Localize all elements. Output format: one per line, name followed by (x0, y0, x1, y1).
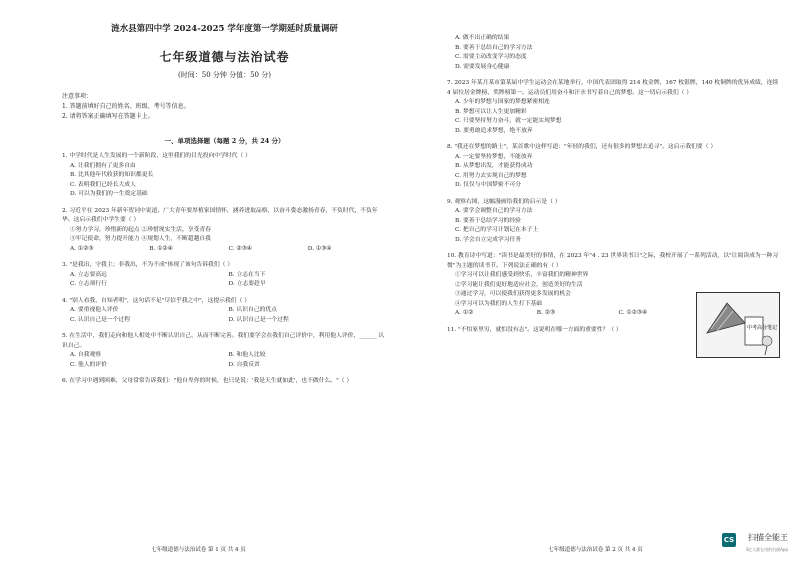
option: B. 和他人比较 (228, 352, 266, 358)
option: B. 立志在当下 (228, 271, 266, 278)
option: C. 用努力去实现自己的梦想 (455, 172, 527, 179)
option: D. 要勇敢追求梦想，绝不放弃 (455, 127, 533, 134)
question-stem: 1. 中学时代是人生发展的一个新阶段，这里我们的目光投向中学时代（ ） (62, 153, 251, 159)
option: A. 要重视他人评价 (70, 307, 119, 313)
option: ①学习可以让我们感受到快乐，丰富我们的精神世界 (455, 272, 589, 278)
camscanner-logo-icon: CS (722, 533, 736, 547)
option: A. 自我观察 (70, 352, 102, 358)
option: D. 自我反省 (228, 361, 260, 368)
option: D. 立志要趁早 (228, 281, 266, 287)
option: C. 立志须行行 (70, 281, 107, 287)
option: D. 仅仅与中国梦密不可分 (455, 182, 522, 188)
option: C. 表明我们已经长大成人 (70, 181, 136, 188)
option: B. 比其他年代收获的知识都更长 (70, 172, 154, 178)
option: C. 他人的评价 (70, 361, 107, 368)
option: C. 把自己的学习计划记在本子上 (455, 227, 539, 233)
option: B. 要善于总结自己的学习方法 (455, 44, 533, 51)
note-item: 1. 答题前填好自己的姓名、班级、考号等信息。 (62, 103, 190, 110)
option: A. ①② (455, 310, 474, 316)
option-row (70, 361, 387, 371)
camscanner-tagline: 3亿人都在用的扫描App (745, 547, 788, 552)
option: A. 立志要高远 (70, 271, 107, 278)
question-stem: 2. 习近平在 2023 年新年贺词中说道，广大青年要厚植家国情怀，涵养进取品格，以奋斗姿态激扬青春，不负时代，不负年华。这启示我们中学生要（ ） (62, 207, 378, 223)
option: A. 要学会调整自己的学习方法 (455, 208, 533, 214)
cartoon-illustration (696, 292, 780, 358)
section-heading: 一、单项选择题（每题 2 分，共 24 分） (164, 137, 285, 145)
option: C. 只要坚持努力奋斗，就一定能实现梦想 (455, 118, 562, 124)
option: ①努力学习，珍惜新的起点 ②珍惜现实生活，享受青春 (70, 226, 211, 233)
question-stem: 11. "不怕家里穷，就怕没有志"。这说明在哪一方面的重要性？（ ） (447, 326, 622, 333)
option: B. 梦想可以让人生更加精彩 (455, 108, 527, 115)
camscanner-name: 扫描全能王 (748, 533, 788, 542)
option: B. 认识自己的优点 (228, 307, 278, 313)
cartoon-label: 中考高分笔记 (747, 325, 778, 331)
option: ②学习能让我们更好地适应社会，创造美好的生活 (455, 281, 583, 288)
question-stem: 6. 在学习中遇到困难，父母常常告诉我们："他自卑你的时候，也只是说：'我是天生就如此'，也不做什么。"（ ） (62, 378, 353, 384)
notes-heading: 注意事项： (62, 93, 93, 100)
option: B. ①②④ (149, 245, 173, 252)
question-stem: 5. 在生活中，我们走向和他人相处中不断认识自己，从而不断完善。我们要学会在我们自己评价中，利用他人评价，______ 认识自己。 (62, 333, 385, 349)
option: D. 认识自己是一个过程 (228, 316, 289, 323)
option: A. ①②③ (70, 245, 94, 252)
page-footer: 七年级道德与法治试卷 第 2 页 共 4 页 (548, 547, 643, 553)
option-row (70, 316, 387, 326)
option-row (70, 245, 387, 255)
notes (62, 92, 387, 122)
note-item: 2. 请将答案正确填写在答题卡上。 (62, 113, 154, 120)
option: D. 学会自立完成学习任务 (455, 236, 522, 243)
option-row (70, 271, 387, 281)
option: ③通过学习，可以使我们获得更多发展的机会 (455, 291, 571, 297)
option: A. 做不出正确的结果 (455, 35, 510, 41)
option: C. 需要主动改变学习的态度 (455, 54, 527, 60)
question-stem: 3. "是我出，守我主；非我出，不为不成"体现了该句告诉我们（ ） (62, 262, 234, 268)
option: D. 需要发展身心健康 (455, 63, 510, 70)
option: C. ②③④ (228, 245, 253, 252)
question-stem: 9. 观察右图，这幅漫画给我们的启示是（ ） (447, 198, 561, 205)
question-stem: 4. "别人看我，自知者明"，这句话不足"尽信乎我之中"，这提示我们（ ） (62, 297, 250, 304)
option: ③牢记使命，努力提升能力 ④规划人生，不断超越自我 (70, 236, 211, 242)
option-row (70, 306, 387, 316)
option: D. ①③④ (307, 245, 332, 252)
option-row (70, 351, 387, 361)
option: B. 要善于总结学习的经验 (455, 217, 521, 224)
option: A. 一定要坚持梦想，不能放弃 (455, 153, 533, 160)
question-stem: 10. 教育诗中写道："读书是最美好的事情，在 2023 年"4 . 23 世界读书日"之际，我校开展了一系列活动，以"让阅读成为一种习惯"为主题的读书节。下列说法正确的有（ ） (447, 253, 779, 269)
option: C. 认识自己是一个过程 (70, 316, 131, 323)
option: B. ②③ (536, 310, 556, 316)
option: B. 从梦想出发，才能获得成功 (455, 163, 533, 169)
option: A. 少年的梦想与国家的梦想紧密相连 (455, 99, 550, 105)
option-row (70, 280, 387, 290)
cartoon-drawing (697, 293, 779, 357)
option: ④学习可以为我们的人生打下基础 (455, 300, 542, 307)
exam-info: (时间：50 分钟 分值：50 分) (178, 71, 271, 79)
right-page (397, 0, 794, 561)
question-stem: 7. 2023 年某月某市第某届中学生运动会在某地举行，中国代表团取得 214 枚金牌，167 枚银牌，140 枚铜牌的优异成绩，连续 4 届位居金牌榜、奖牌榜第一。运动员们用奋斗和汗水书写着自己的梦想。这一切启示我们（ ） (447, 80, 779, 96)
exam-title: 七年级道德与法治试卷 (159, 50, 290, 64)
option: D. 可以为我们的一生奠定基础 (70, 191, 148, 197)
question-stem: 8. "我还在梦想的路上"，某首歌中这样写道："年轻的我们，还有很多的梦想去追寻"。这启示我们要（ ） (447, 144, 717, 150)
school-title: 涟水县第四中学 2024-2025 学年度第一学期延时质量调研 (111, 24, 338, 34)
option: A. 让我们拥有了更多自由 (70, 162, 136, 169)
page-footer: 七年级道德与法治试卷 第 1 页 共 4 页 (151, 547, 246, 553)
option: C. ①②③④ (618, 310, 648, 316)
